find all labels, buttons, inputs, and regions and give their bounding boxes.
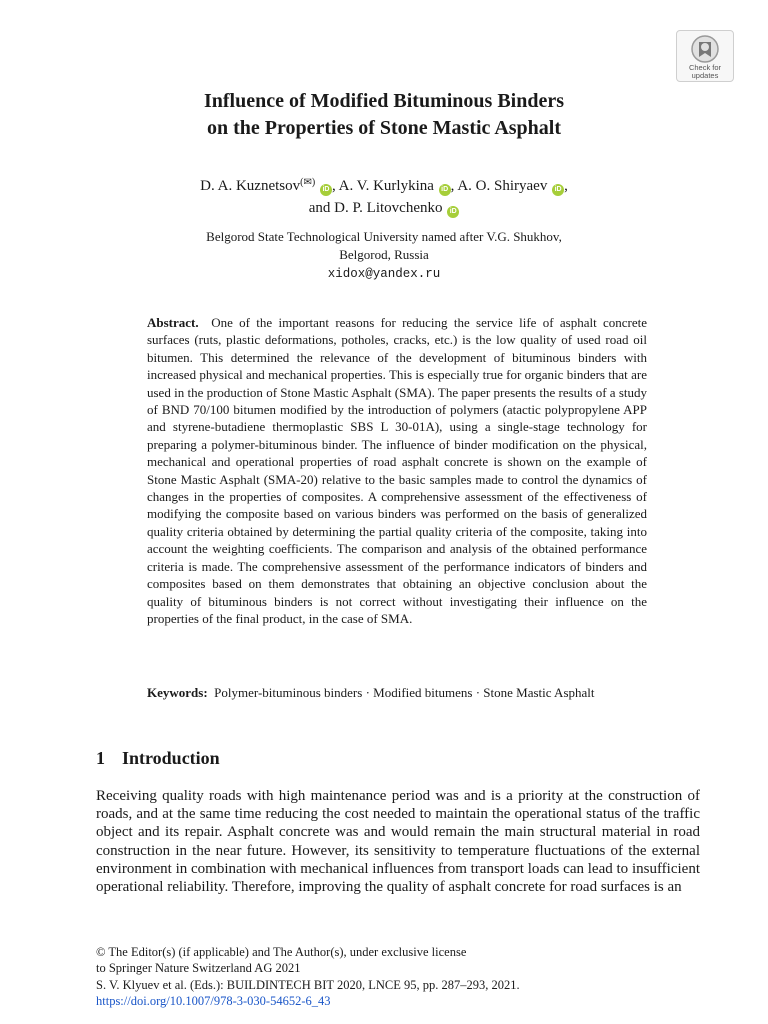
author-name: A. V. Kurlykina	[338, 178, 434, 194]
section-title: Introduction	[122, 748, 220, 768]
author-list	[0, 172, 768, 219]
author-separator: ,	[564, 178, 568, 194]
corresponding-mail-icon: (✉)	[300, 177, 316, 188]
keywords-label: Keywords:	[147, 685, 208, 700]
orcid-icon[interactable]: iD	[552, 184, 564, 196]
body-paragraph: Receiving quality roads with high maintenance period was and is a priority at the construction of roads, and at the same time reducing the cost needed to maintain the operational status of the traffic object and its repair. Asphalt concrete was and would remain the main structural material in road construction in the near future. However, its sensitivity to temperature fluctuations of the external environment in combination with mechanical influences from transport loads can lead to insufficient operational reliability. Therefore, improving the quality of asphalt concrete for road surfaces is an	[96, 788, 700, 896]
section-heading	[96, 746, 220, 770]
footer-line-2: to Springer Nature Switzerland AG 2021	[96, 961, 301, 976]
keywords	[147, 684, 647, 701]
orcid-icon[interactable]: iD	[439, 184, 451, 196]
orcid-icon[interactable]: iD	[320, 184, 332, 196]
crossmark-icon	[690, 34, 720, 64]
doi-link[interactable]: https://doi.org/10.1007/978-3-030-54652-6_43	[96, 994, 331, 1009]
paper-title	[0, 88, 768, 142]
abstract	[147, 314, 647, 627]
check-for-updates-badge[interactable]	[676, 30, 734, 82]
badge-text-line1: Check for	[688, 63, 722, 72]
title-line-1: Influence of Modified Bituminous Binders	[203, 90, 565, 112]
keywords-text: Polymer-bituminous binders · Modified bitumens · Stone Mastic Asphalt	[214, 685, 595, 700]
footer-line-3: S. V. Klyuev et al. (Eds.): BUILDINTECH BIT 2020, LNCE 95, pp. 287–293, 2021.	[96, 977, 520, 992]
badge-text-line2: updates	[691, 71, 719, 80]
author-separator: ,	[450, 178, 458, 194]
affiliation-line-1: Belgorod State Technological University named after V.G. Shukhov,	[206, 229, 562, 244]
footer-line-1: © The Editor(s) (if applicable) and The Author(s), under exclusive license	[96, 945, 467, 959]
author-name: D. A. Kuznetsov	[200, 178, 301, 194]
author-name: A. O. Shiryaev	[457, 178, 548, 194]
abstract-label: Abstract.	[147, 315, 199, 330]
affiliation	[0, 228, 768, 283]
affiliation-line-2: Belgorod, Russia	[339, 247, 429, 262]
section-number: 1	[96, 748, 105, 768]
author-separator: ,	[331, 178, 339, 194]
title-line-2: on the Properties of Stone Mastic Asphalt	[206, 117, 562, 139]
author-email[interactable]: xidox@yandex.ru	[327, 267, 441, 281]
abstract-text: One of the important reasons for reducing the service life of asphalt concrete surfaces (ruts, plastic deformations, potholes, cracks, etc.) is the low quality of used road oil bitumen. This determined the relevance of the development of bituminous binders with increased physical and mechanical properties. This is especially true for organic binders that are used in the production of Stone Mastic Asphalt (SMA). The paper presents the results of a study of BND 70/100 bitumen modified by the introduction of polymers (atactic polypropylene APP and styrene-butadiene thermoplastic SBS L 30-01A), using a single-stage technology for preparing a polymer-bituminous binder. The influence of binder modification on the physical, mechanical and operational properties of road asphalt concrete is shown on the example of Stone Mastic Asphalt (SMA-20) relative to the basic samples made to control the dynamics of changes in the properties of composites. A comprehensive assessment of the effectiveness of modifying the composite based on various binders was performed on the basis of generalized quality criteria obtained by determining the partial quality criteria of the composite, taking into account the weighting coefficients. The comparison and analysis of the obtained performance criteria is made. The comprehensive assessment of the performance indicators of binders and composites based on them demonstrates that obtaining an objective conclusion about the quality of bituminous binders is not correct without investigating their influence on the properties of the final product, in the case of SMA.	[147, 315, 647, 626]
author-name: and D. P. Litovchenko	[308, 200, 443, 216]
copyright-footer	[96, 944, 520, 1010]
orcid-icon[interactable]: iD	[447, 206, 459, 218]
